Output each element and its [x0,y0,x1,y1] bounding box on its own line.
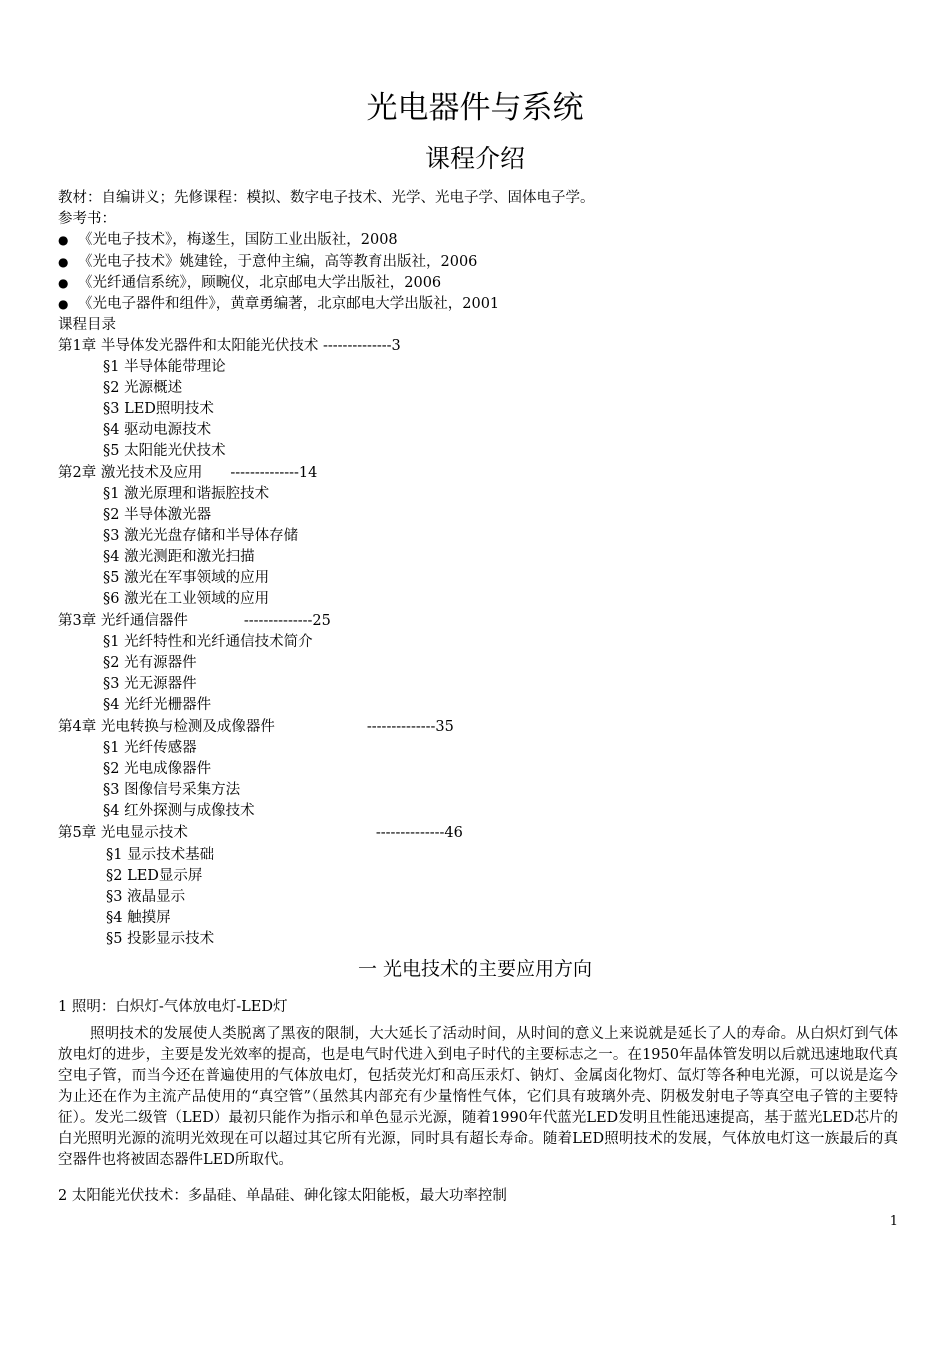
bullet-icon: ● [58,233,69,247]
toc-section: §1 光纤传感器 [103,740,197,756]
page-ref: --------------46 [375,825,463,841]
toc-section: §4 激光测距和激光扫描 [103,549,255,565]
toc-section: §3 图像信号采集方法 [103,782,241,798]
document-subtitle: 课程介绍 [424,144,525,173]
toc-label: 课程目录 [58,317,116,333]
item-heading: 2 太阳能光伏技术：多晶硅、单晶硅、砷化镓太阳能板，最大功率控制 [58,1188,507,1204]
toc-section: §1 半导体能带理论 [103,359,226,375]
toc-section: §3 激光光盘存储和半导体存储 [103,528,299,544]
toc-section: §5 投影显示技术 [106,931,215,947]
references-label: 参考书： [58,211,116,227]
body-paragraph: 照明技术的发展使人类脱离了黑夜的限制，大大延长了活动时间，从时间的意义上来说就是延长了人的寿命。从白炽灯到气体放电灯的进步，主要是发光效率的提高，也是电气时代进入到电子时代的主要标志之一。在1950年晶体管发明以后就迅速地取代真空电子管，而当今还在普遍使用的气体放电灯，包括荧光灯和高压汞灯、钠灯、金属卤化物灯、氙灯等各种电光源，可以说是迄今为止还在作为主流产品使用的“真空管”（虽然其内部充有少量惰性气体，它们具有玻璃外壳、阴极发射电子等真空电子管的主要特征）。发光二级管（LED）最初只能作为指示和单色显示光源，随着1990年代蓝光LED发明且性能迅速提高，基于蓝光LED芯片的白光照明光源的流明光效现在可以超过其它所有光源，同时具有超长寿命。随着LED照明技术的发展，气体放电灯这一族最后的真空器件也将被固态器件LED所取代。 [58,1026,898,1168]
document-title: 光电器件与系统 [366,90,584,126]
toc-section: §1 激光原理和谐振腔技术 [103,486,270,502]
toc-section: §6 激光在工业领域的应用 [103,591,270,607]
page-number: 1 [889,1214,898,1229]
toc-section: §3 光无源器件 [103,676,197,692]
toc-section: §2 光有源器件 [103,655,197,671]
toc-section: §4 红外探测与成像技术 [103,803,255,819]
toc-section: §2 光源概述 [103,380,183,396]
page-ref: --------------25 [243,613,331,629]
reference-item: ● 《光电子技术》姚建铨，于意仲主编，高等教育出版社，2006 [58,254,478,270]
item-heading: 1 照明：白炽灯-气体放电灯-LED灯 [58,999,288,1015]
section-heading: 一 光电技术的主要应用方向 [357,958,593,980]
toc-section: §1 光纤特性和光纤通信技术简介 [103,634,313,650]
toc-section: §4 触摸屏 [106,910,171,926]
chapter-heading: 第5章 光电显示技术 --------------46 [58,825,463,841]
toc-section: §5 激光在军事领域的应用 [103,570,270,586]
reference-item: ● 《光电子器件和组件》，黄章勇编著，北京邮电大学出版社，2001 [58,296,500,312]
toc-section: §2 半导体激光器 [103,507,212,523]
toc-section: §3 液晶显示 [106,889,186,905]
bullet-icon: ● [58,276,69,290]
toc-section: §2 光电成像器件 [103,761,212,777]
toc-section: §3 LED照明技术 [103,401,214,417]
toc-section: §4 驱动电源技术 [103,422,212,438]
chapter-heading: 第1章 半导体发光器件和太阳能光伏技术 --------------3 [58,338,401,354]
reference-item: ● 《光纤通信系统》，顾畹仪，北京邮电大学出版社，2006 [58,275,442,291]
chapter-heading: 第2章 激光技术及应用 --------------14 [58,465,318,481]
toc-section: §1 显示技术基础 [106,847,215,863]
intro-line: 教材：自编讲义；先修课程：模拟、数字电子技术、光学、光电子学、固体电子学。 [58,190,595,206]
page-ref: --------------35 [366,719,454,735]
toc-section: §4 光纤光栅器件 [103,697,212,713]
toc-section: §2 LED显示屏 [106,868,203,884]
page-ref: --------------3 [322,338,401,354]
bullet-icon: ● [58,255,69,269]
bullet-icon: ● [58,297,69,311]
reference-item: ● 《光电子技术》，梅遂生，国防工业出版社，2008 [58,232,398,248]
chapter-heading: 第3章 光纤通信器件 --------------25 [58,613,331,629]
toc-section: §5 太阳能光伏技术 [103,443,226,459]
page-ref: --------------14 [230,465,318,481]
chapter-heading: 第4章 光电转换与检测及成像器件 --------------35 [58,719,454,735]
